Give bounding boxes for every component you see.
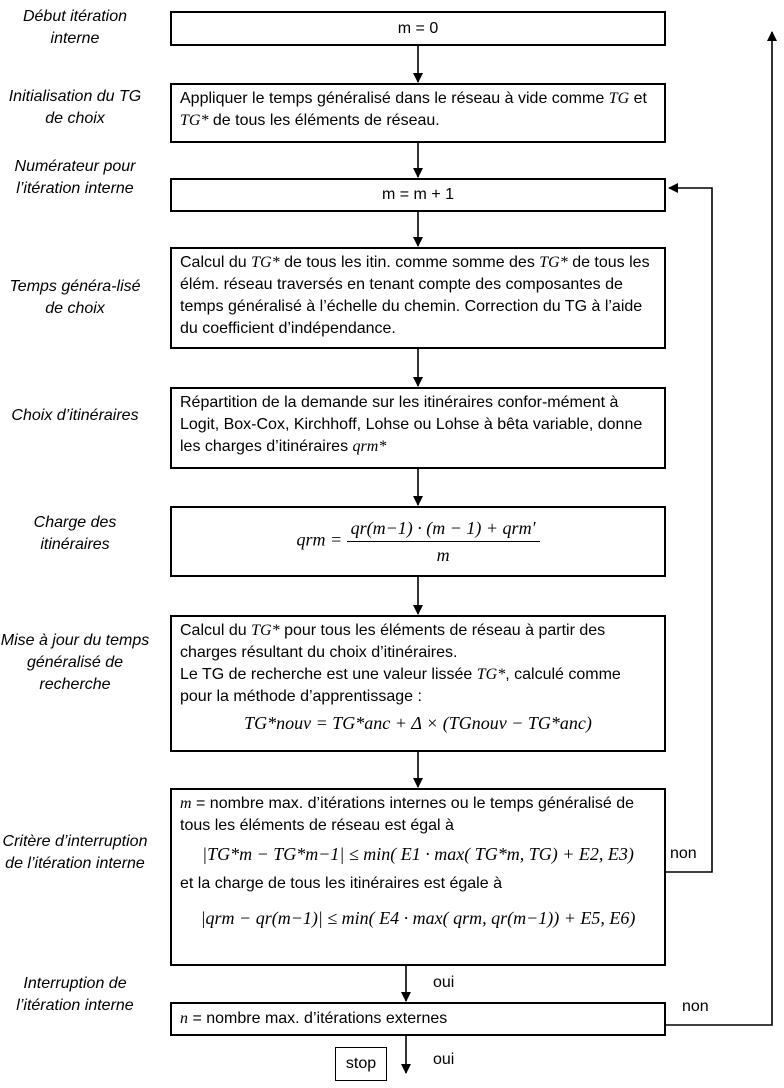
b6-formula: [296, 517, 539, 566]
b2-tg: TG: [608, 90, 630, 107]
label-temps-generalise: Temps généra-lisé de choix: [9, 278, 141, 317]
label-mise-a-jour: Mise à jour du temps généralisé de recherche: [0, 632, 150, 693]
box-charge-itineraires: [170, 506, 666, 577]
box-interruption-externe: [170, 1002, 666, 1036]
label-critere-interruption: Critère d’interruption de l’itération interne: [2, 833, 148, 872]
b9-n: n: [180, 1010, 188, 1027]
box-initialisation: [170, 83, 666, 143]
b2-tgs: TG*: [180, 112, 209, 129]
b7-text-b: pour tous les éléments de réseau à partir des charges résultant du choix d’itinéraires.: [180, 622, 606, 661]
b8-formula-1: |TG*m − TG*m−1| ≤ min( E1 · max( TG*m, TG) + E2, E3): [202, 844, 634, 864]
b7-formula: TG*nouv = TG*anc + Δ × (TGnouv − TG*anc): [244, 713, 592, 733]
b6-lhs: qrm =: [296, 529, 343, 550]
label-numerateur: Numérateur pour l’itération interne: [14, 158, 136, 197]
b6-numerator: qr(m−1) · (m − 1) + qrm′: [347, 517, 540, 542]
label-interruption: Interruption de l’itération interne: [16, 975, 134, 1014]
b4-text-b: de tous les itin. comme somme des: [284, 254, 535, 271]
box-increment-m-text: m = m + 1: [381, 186, 455, 203]
b2-text-a: Appliquer le temps généralisé dans le réseau à vide comme: [180, 90, 605, 107]
b7-text-d: , calculé comme pour la méthode d’apprentissage :: [180, 666, 621, 705]
stop-label: stop: [345, 1055, 377, 1072]
label-debut-iteration: Début itération interne: [22, 8, 128, 47]
b4-text-a: Calcul du: [180, 254, 247, 271]
b9-text: = nombre max. d’itérations externes: [192, 1010, 448, 1027]
box-mise-a-jour: [170, 615, 666, 752]
b6-denominator: m: [436, 545, 450, 565]
b4-tgs-2: TG*: [539, 254, 568, 271]
b5-text-a: Répartition de la demande sur les itinéraires confor-mément à Logit, Box-Cox, Kirchhoff, Lohse ou Lohse à bêta variable, donne les charges d’itinéraires: [180, 394, 643, 455]
b7-tgs: TG*: [251, 622, 280, 639]
box-critere: [170, 788, 666, 966]
box-init-m: [170, 11, 666, 46]
label-choix-itineraires: Choix d’itinéraires: [11, 407, 139, 424]
loop-non-outer: [666, 32, 772, 1025]
b4-text-c: de tous les élém. réseau traversés en tenant compte des composantes de temps généralisé à l’échelle du chemin. Correction du TG à l’aide du coefficient d’indépendance.: [180, 254, 650, 337]
b2-text-b: de tous les éléments de réseau.: [212, 112, 440, 129]
edge-label-oui-2: oui: [433, 1051, 455, 1068]
stop-terminal: [335, 1047, 387, 1081]
b6-fraction: [347, 517, 540, 566]
box-init-m-text: m = 0: [397, 20, 439, 37]
box-increment-m: [170, 178, 666, 212]
box-temps-generalise: [170, 247, 666, 349]
loop-non-inner: [666, 188, 712, 872]
b8-text-b: et la charge de tous les itinéraires est égale à: [180, 875, 502, 892]
b5-q: qrm*: [352, 438, 387, 455]
b8-m: m: [180, 795, 192, 812]
b7-text-a: Calcul du: [180, 622, 247, 639]
b2-et: et: [633, 90, 647, 107]
box-choix-itineraires: [170, 387, 666, 469]
b8-formula-2: |qrm − qr(m−1)| ≤ min( E4 · max( qrm, qr(m−1)) + E5, E6): [200, 908, 636, 928]
label-charge-itineraires: Charge des itinéraires: [33, 514, 117, 553]
b7-tgs-2: TG*: [476, 666, 506, 683]
edge-label-non-outer: non: [682, 998, 709, 1015]
edge-label-non-inner: non: [670, 845, 697, 862]
b8-text-a: = nombre max. d’itérations internes ou le temps généralisé de tous les éléments de réseau est égal à: [180, 795, 635, 834]
label-initialisation: Initialisation du TG de choix: [8, 88, 142, 127]
b7-text-c: Le TG de recherche est une valeur lissée: [180, 666, 473, 683]
b4-tgs: TG*: [251, 254, 280, 271]
edge-label-oui-1: oui: [433, 974, 455, 991]
